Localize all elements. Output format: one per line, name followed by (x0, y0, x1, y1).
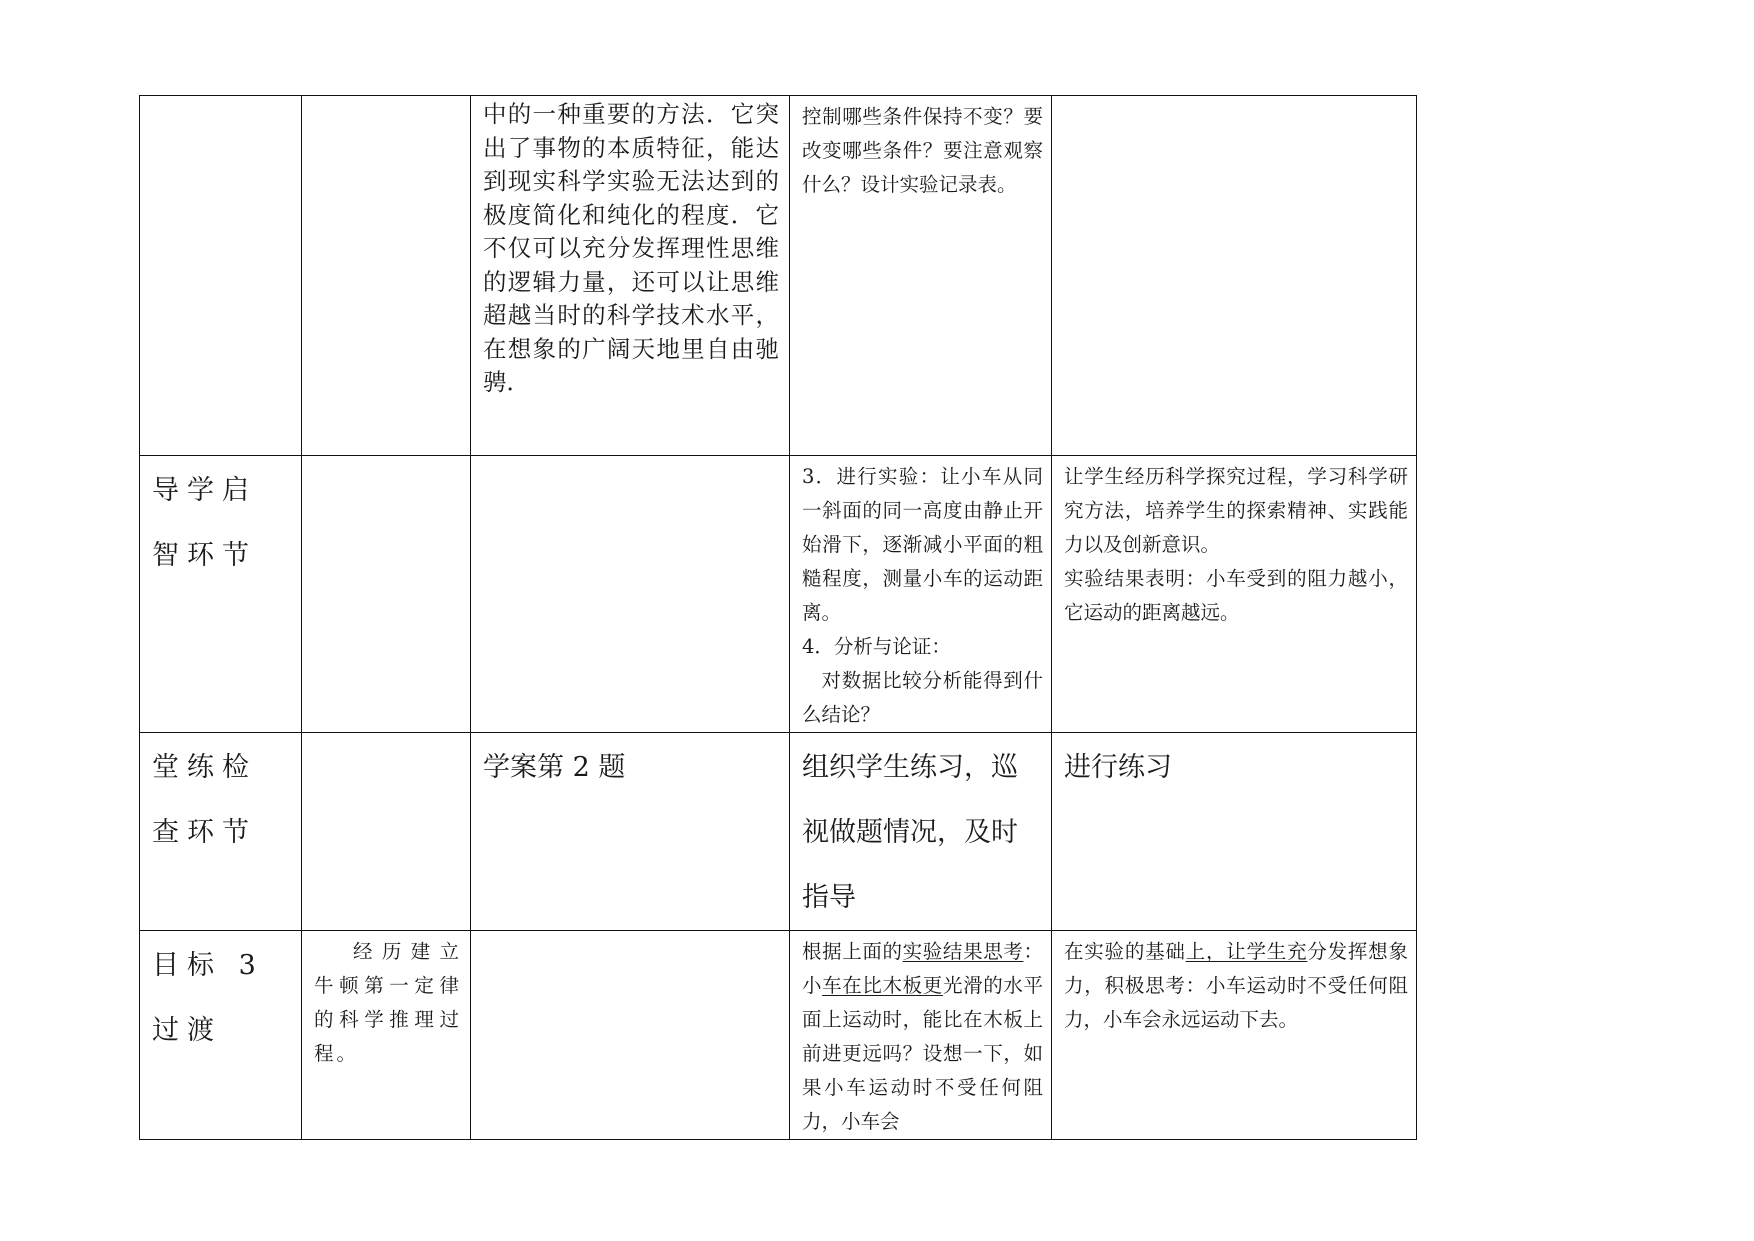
student-activity-cell (1052, 456, 1417, 733)
goal-cell: 经历建立牛顿第一定律的科学推理过程。 (302, 931, 471, 1140)
content-cell: 学案第 2 题 (471, 733, 790, 931)
paragraph: 对数据比较分析能得到什么结论？ (802, 669, 1043, 726)
paragraph: 让学生经历科学探究过程，学习科学研究方法，培养学生的探索精神、实践能力以及创新意识。 (1064, 465, 1408, 556)
teacher-activity-cell: 控制哪些条件保持不变？要改变哪些条件？要注意观察什么？设计实验记录表。 (790, 96, 1052, 456)
goal-cell (302, 96, 471, 456)
paragraph: 4．分析与论证： (802, 635, 951, 658)
table-row (140, 96, 1417, 456)
text-run: 根据上面的 (802, 940, 903, 963)
paragraph: 3．进行实验：让小车从同一斜面的同一高度由静止开始滑下，逐渐减小平面的粗糙程度，测量小车的运动距离。 (802, 465, 1043, 624)
underlined-text: 实验结果思考 (902, 940, 1024, 963)
stage-cell (140, 96, 302, 456)
lesson-plan-table (139, 95, 1417, 1140)
text-run: 光滑的水平面上运动时，能比在木板上前进更远吗？设想一下，如果小车运动时不受任何阻力，小车会 (802, 974, 1043, 1133)
table-row (140, 931, 1417, 1140)
stage-cell: 目标 3 过渡 (140, 931, 302, 1140)
teacher-activity-cell: 组织学生练习，巡视做题情况，及时指导 (790, 733, 1052, 931)
student-activity-cell: 进行练习 (1052, 733, 1417, 931)
underlined-text: 上，让学生充 (1185, 940, 1308, 963)
teacher-activity-cell (790, 456, 1052, 733)
teacher-activity-cell (790, 931, 1052, 1140)
content-cell (471, 931, 790, 1140)
student-activity-cell (1052, 931, 1417, 1140)
underlined-text: 车在比木板更 (822, 974, 943, 997)
paragraph: 实验结果表明：小车受到的阻力越小，它运动的距离越远。 (1064, 567, 1408, 624)
stage-cell: 堂练检查环节 (140, 733, 302, 931)
goal-cell (302, 733, 471, 931)
student-activity-cell (1052, 96, 1417, 456)
table-row (140, 733, 1417, 931)
content-cell (471, 456, 790, 733)
goal-cell (302, 456, 471, 733)
text-run: 在实验的基础 (1064, 940, 1186, 963)
text-run: 分发挥想象力，积极思考：小车运动时不受任何阻力，小车会永远运动下去。 (1064, 940, 1408, 1031)
stage-cell: 导学启智环节 (140, 456, 302, 733)
text-run: ：小 (802, 940, 1043, 997)
content-cell: 中的一种重要的方法．它突出了事物的本质特征，能达到现实科学实验无法达到的极度简化和纯化的程度．它不仅可以充分发挥理性思维的逻辑力量，还可以让思维超越当时的科学技术水平，在想象的广阔天地里自由驰骋． (471, 96, 790, 456)
table-row (140, 456, 1417, 733)
